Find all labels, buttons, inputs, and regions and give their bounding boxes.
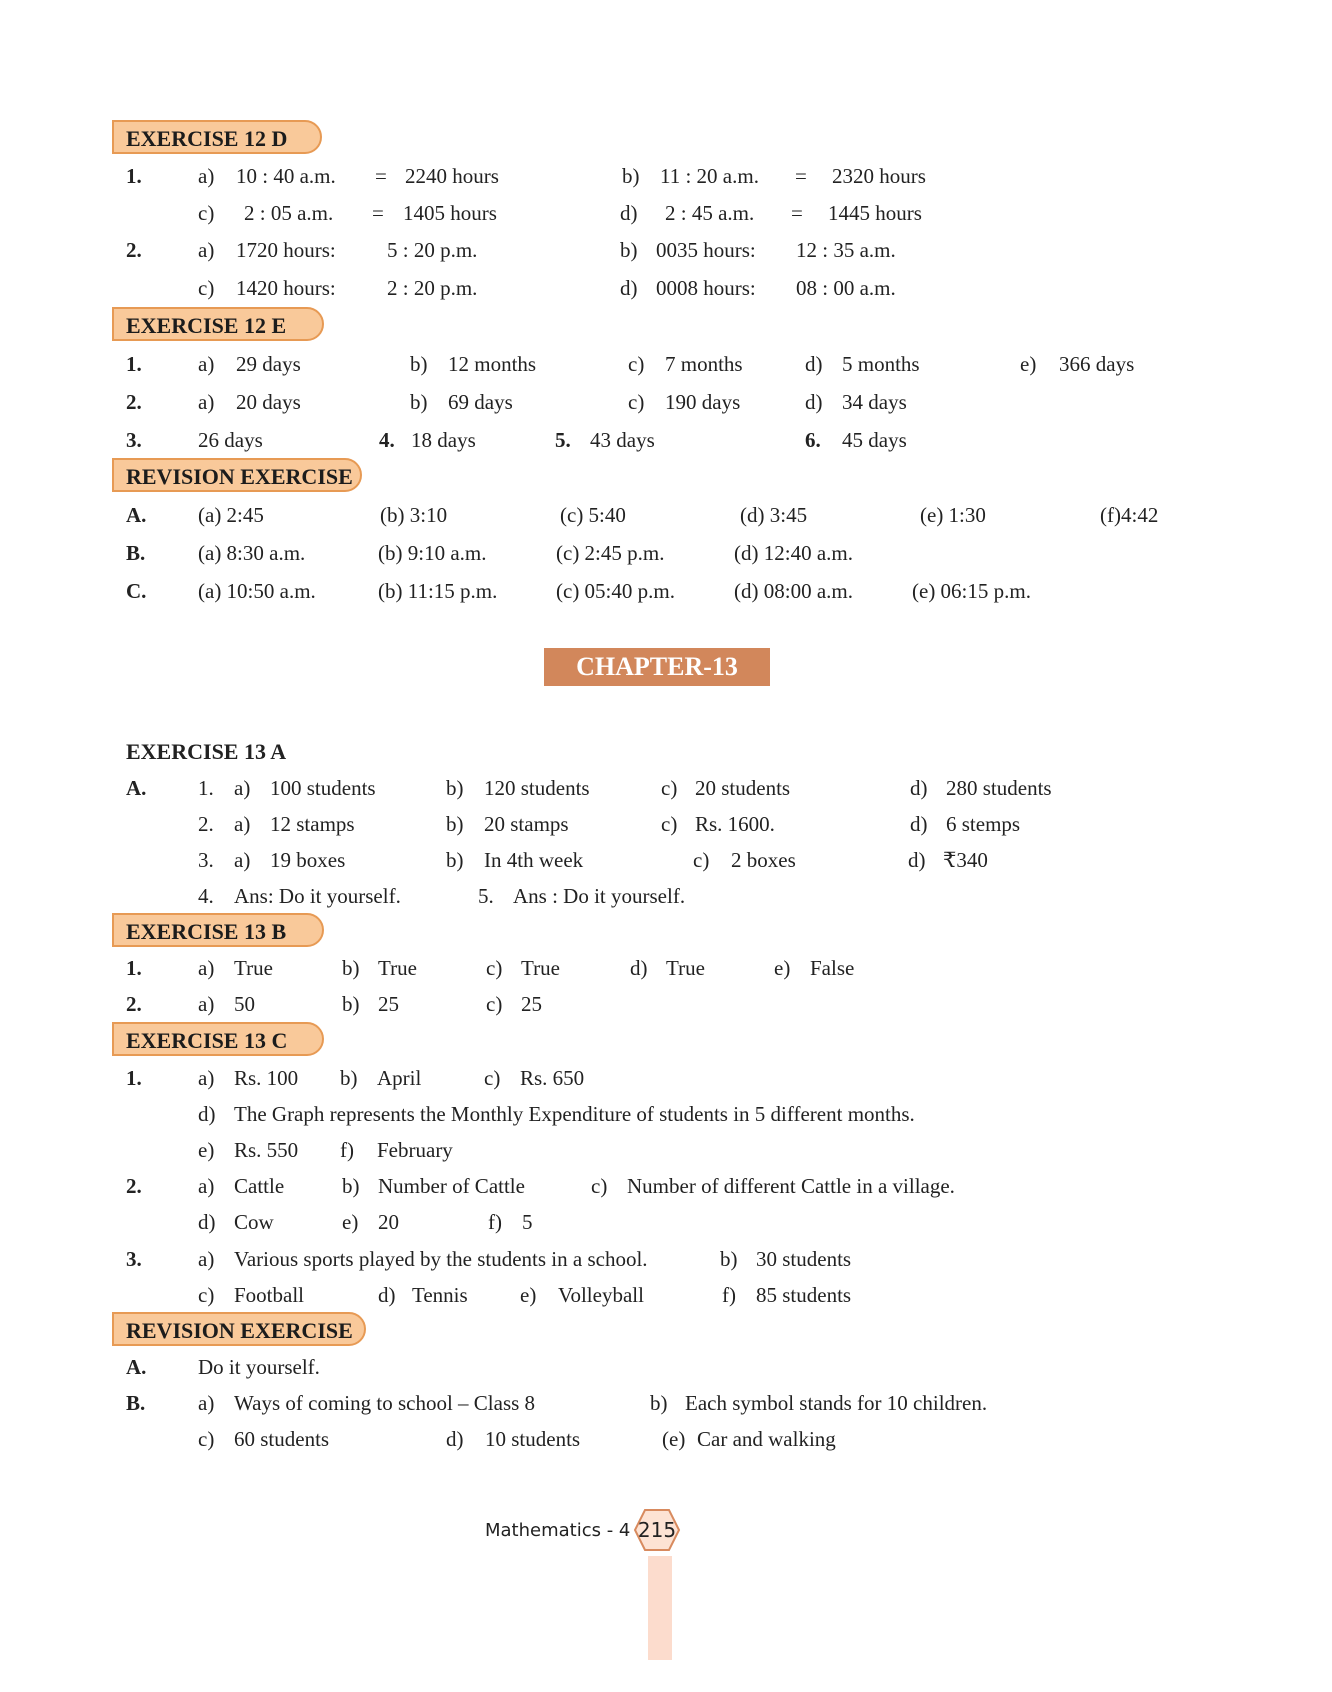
answer: 50 [234,992,255,1016]
option-label: a) [198,1066,215,1090]
exercise-12e-heading: EXERCISE 12 E [126,313,287,338]
answer: Ans : Do it yourself. [513,884,686,908]
option-label: c) [486,956,503,980]
option-label: a) [198,1391,215,1415]
option-label: a) [198,956,215,980]
q-number: 1. [126,1066,142,1090]
answer: 20 stamps [484,812,569,836]
option-label: (e) [662,1427,686,1451]
option-label: b) [446,848,464,872]
answer: 12 : 35 a.m. [796,238,896,262]
answer: 190 days [665,390,741,414]
answer: 25 [378,992,399,1016]
answer: True [234,956,273,980]
answer: 12 stamps [270,812,355,836]
answer: (b) 9:10 a.m. [378,541,487,565]
answer: True [378,956,417,980]
option-label: a) [198,1174,215,1198]
answer: Cattle [234,1174,285,1198]
q-number: 2. [126,1174,142,1198]
answer: (a) 8:30 a.m. [198,541,306,565]
section-label: C. [126,579,147,603]
answer: Ways of coming to school – Class 8 [234,1391,536,1415]
hours-value: 1420 hours: [236,276,336,300]
answer: 5 [522,1210,533,1234]
answer: 2 boxes [731,848,796,872]
answer: ₹340 [943,848,988,872]
option-label: d) [198,1102,216,1126]
answer: 19 boxes [270,848,346,872]
option-label: a) [198,1247,215,1271]
answer: 30 students [756,1247,852,1271]
answer: (b) 3:10 [380,503,448,527]
q-number: 2. [198,812,214,836]
answer: Various sports played by the students in a school. [234,1247,648,1271]
answer: (d) 3:45 [740,503,808,527]
answer: February [377,1138,453,1162]
answer: 85 students [756,1283,852,1307]
option-label: a) [198,992,215,1016]
answer: Number of different Cattle in a village. [627,1174,955,1198]
option-label: a) [234,812,251,836]
option-label: b) [446,812,464,836]
q-number: 1. [126,956,142,980]
option-label: b) [342,992,360,1016]
answer: Rs. 1600. [695,812,775,836]
option-label: a) [198,164,215,188]
answer: Football [234,1283,305,1307]
option-label: c) [198,1283,215,1307]
answer: (c) 2:45 p.m. [556,541,665,565]
answer: 25 [521,992,542,1016]
q-number: 2. [126,992,142,1016]
q-number: 1. [198,776,214,800]
answer: 7 months [665,352,743,376]
option-label: c) [198,201,215,225]
page-number: 215 [637,1518,677,1542]
answer: 2 : 20 p.m. [387,276,478,300]
answer: 1405 hours [403,201,497,225]
hours-value: 1720 hours: [236,238,336,262]
answer: 5 : 20 p.m. [387,238,478,262]
exercise-13c-heading: EXERCISE 13 C [126,1028,288,1053]
option-label: b) [342,1174,360,1198]
answer: Rs. 100 [234,1066,299,1090]
q-number: 2. [126,390,142,414]
answer: 10 students [485,1427,581,1451]
option-label: c) [661,776,678,800]
answer: 29 days [236,352,301,376]
q-number: 3. [198,848,214,872]
answer: Each symbol stands for 10 children. [685,1391,988,1415]
answer: (d) 08:00 a.m. [734,579,853,603]
option-label: e) [520,1283,537,1307]
answer: Ans: Do it yourself. [234,884,401,908]
option-label: c) [484,1066,501,1090]
option-label: f) [340,1138,354,1162]
option-label: c) [486,992,503,1016]
answer: In 4th week [484,848,584,872]
answer: 34 days [842,390,907,414]
option-label: b) [410,352,428,376]
q-number: 6. [805,428,821,452]
option-label: c) [198,1427,215,1451]
answer: 120 students [484,776,590,800]
hours-value: 0008 hours: [656,276,756,300]
option-label: d) [620,201,638,225]
option-label: b) [410,390,428,414]
exercise-13a-heading: EXERCISE 13 A [126,739,287,764]
option-label: c) [628,352,645,376]
option-label: f) [488,1210,502,1234]
answer: Volleyball [558,1283,644,1307]
option-label: c) [591,1174,608,1198]
answer: (c) 5:40 [560,503,626,527]
option-label: d) [446,1427,464,1451]
answer: The Graph represents the Monthly Expenditure of students in 5 different months. [234,1102,915,1126]
q-number: 3. [126,1247,142,1271]
answer: 69 days [448,390,513,414]
answer: 43 days [590,428,655,452]
book-title: Mathematics - 4 [485,1520,631,1541]
answer: True [666,956,705,980]
option-label: b) [620,238,638,262]
option-label: b) [650,1391,668,1415]
option-label: e) [774,956,791,980]
revision-13-heading: REVISION EXERCISE [126,1318,353,1343]
answer: (a) 10:50 a.m. [198,579,316,603]
option-label: d) [908,848,926,872]
q-number: 4. [198,884,214,908]
hours-value: 0035 hours: [656,238,756,262]
answer: 12 months [448,352,537,376]
option-label: b) [340,1066,358,1090]
answer: Car and walking [697,1427,836,1451]
revision-12-heading: REVISION EXERCISE [126,464,353,489]
answer: (f)4:42 [1100,503,1159,527]
answer: Do it yourself. [198,1355,320,1379]
page-tab-strip [648,1556,672,1660]
option-label: d) [620,276,638,300]
answer: 2320 hours [832,164,926,188]
section-label: B. [126,1391,146,1415]
q-number: 2. [126,238,142,262]
option-label: d) [910,812,928,836]
option-label: a) [198,390,215,414]
option-label: e) [198,1138,215,1162]
answer: Number of Cattle [378,1174,525,1198]
option-label: c) [661,812,678,836]
answer: (a) 2:45 [198,503,264,527]
answer: Cow [234,1210,274,1234]
option-label: a) [234,776,251,800]
answer: 08 : 00 a.m. [796,276,896,300]
equals-sign: = [795,164,807,188]
section-label: A. [126,776,147,800]
option-label: d) [805,390,823,414]
option-label: d) [198,1210,216,1234]
answer: Rs. 650 [520,1066,585,1090]
answer: 26 days [198,428,263,452]
option-label: d) [630,956,648,980]
option-label: d) [910,776,928,800]
answer: True [521,956,560,980]
section-label: B. [126,541,146,565]
answer: 60 students [234,1427,330,1451]
q-number: 1. [126,164,142,188]
answer: Tennis [412,1283,468,1307]
option-label: e) [342,1210,359,1234]
exercise-12d-heading: EXERCISE 12 D [126,126,288,151]
q-number: 5. [555,428,571,452]
q-number: 4. [379,428,395,452]
answer: 100 students [270,776,376,800]
answer: (e) 06:15 p.m. [912,579,1031,603]
q-number: 5. [478,884,494,908]
answer: (c) 05:40 p.m. [556,579,675,603]
section-label: A. [126,503,147,527]
option-label: b) [446,776,464,800]
answer: False [810,956,855,980]
option-label: c) [198,276,215,300]
answer: 18 days [411,428,476,452]
option-label: a) [198,238,215,262]
time-value: 10 : 40 a.m. [236,164,336,188]
option-label: c) [693,848,710,872]
equals-sign: = [375,164,387,188]
answer: 20 [378,1210,399,1234]
answer: 280 students [946,776,1052,800]
option-label: b) [622,164,640,188]
option-label: e) [1020,352,1037,376]
option-label: b) [342,956,360,980]
answer: (e) 1:30 [920,503,986,527]
q-number: 1. [126,352,142,376]
option-label: d) [805,352,823,376]
answer: April [377,1066,422,1090]
q-number: 3. [126,428,142,452]
option-label: f) [722,1283,736,1307]
answer: 2240 hours [405,164,499,188]
option-label: a) [234,848,251,872]
answer: 5 months [842,352,920,376]
answer: 366 days [1059,352,1135,376]
option-label: b) [720,1247,738,1271]
exercise-13b-heading: EXERCISE 13 B [126,919,287,944]
answer: 1445 hours [828,201,922,225]
option-label: d) [378,1283,396,1307]
section-label: A. [126,1355,147,1379]
answer: (d) 12:40 a.m. [734,541,853,565]
answer: 6 stemps [946,812,1021,836]
equals-sign: = [372,201,384,225]
time-value: 2 : 45 a.m. [665,201,755,225]
time-value: 11 : 20 a.m. [660,164,759,188]
answer: 45 days [842,428,907,452]
answer: (b) 11:15 p.m. [378,579,498,603]
answer: 20 students [695,776,791,800]
option-label: a) [198,352,215,376]
answer: 20 days [236,390,301,414]
equals-sign: = [791,201,803,225]
chapter-title: CHAPTER-13 [544,648,770,686]
time-value: 2 : 05 a.m. [244,201,334,225]
option-label: c) [628,390,645,414]
answer: Rs. 550 [234,1138,299,1162]
